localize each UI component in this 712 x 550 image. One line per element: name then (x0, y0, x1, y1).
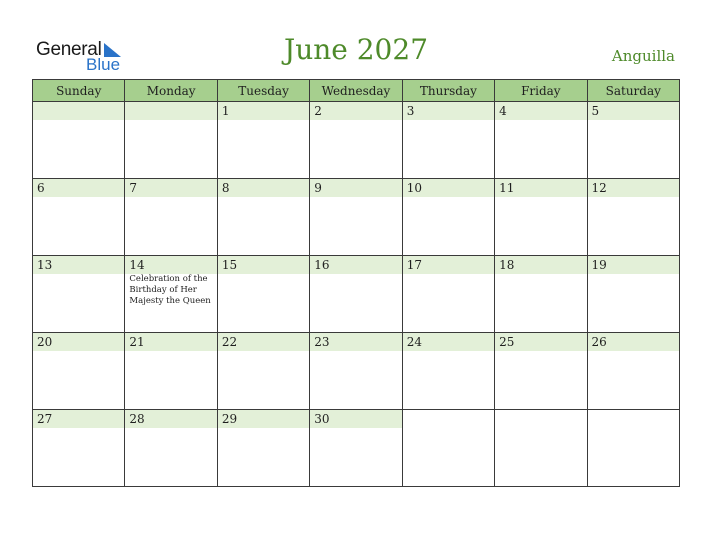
day-number: 7 (125, 179, 216, 197)
day-number: 13 (33, 256, 124, 274)
day-cell (495, 256, 587, 333)
day-cell (310, 333, 402, 410)
day-cell (587, 333, 679, 410)
calendar-title: June 2027 (283, 33, 429, 66)
weekday-header: Thursday (402, 80, 494, 102)
day-cell (125, 256, 217, 333)
day-cell (125, 179, 217, 256)
day-cell (310, 179, 402, 256)
week-row (33, 179, 680, 256)
day-cell (33, 333, 125, 410)
day-number: 2 (310, 102, 401, 120)
weekday-header: Monday (125, 80, 217, 102)
day-cell (33, 410, 125, 487)
day-cell (310, 410, 402, 487)
day-number: 3 (403, 102, 494, 120)
day-number: 10 (403, 179, 494, 197)
day-number: 11 (495, 179, 586, 197)
day-number: 12 (588, 179, 679, 197)
weekday-header: Wednesday (310, 80, 402, 102)
day-number: 20 (33, 333, 124, 351)
weekday-header-row (33, 80, 680, 102)
day-cell (402, 333, 494, 410)
day-number: 26 (588, 333, 679, 351)
day-number: 1 (218, 102, 309, 120)
day-number: 9 (310, 179, 401, 197)
day-cell (125, 333, 217, 410)
day-number: 8 (218, 179, 309, 197)
weekday-header: Saturday (587, 80, 679, 102)
weekday-header: Friday (495, 80, 587, 102)
holiday-label: Celebration of the Birthday of Her Majesty the Queen (129, 274, 211, 306)
week-row (33, 333, 680, 410)
day-cell (402, 179, 494, 256)
day-cell (217, 102, 309, 179)
day-number (495, 410, 586, 428)
month-calendar-grid (32, 79, 680, 487)
day-number: 17 (403, 256, 494, 274)
week-row (33, 102, 680, 179)
day-number: 23 (310, 333, 401, 351)
day-cell (125, 102, 217, 179)
day-number: 5 (588, 102, 679, 120)
logo-text-general: General (36, 39, 102, 60)
day-cell (587, 256, 679, 333)
day-number: 27 (33, 410, 124, 428)
day-cell (402, 410, 494, 487)
day-cell (310, 256, 402, 333)
day-number: 30 (310, 410, 401, 428)
day-cell (587, 410, 679, 487)
day-number (403, 410, 494, 428)
day-number: 15 (218, 256, 309, 274)
day-cell (495, 102, 587, 179)
day-cell (587, 102, 679, 179)
day-number: 25 (495, 333, 586, 351)
day-cell (33, 256, 125, 333)
week-row (33, 410, 680, 487)
day-number: 29 (218, 410, 309, 428)
day-cell (217, 179, 309, 256)
weekday-header: Sunday (33, 80, 125, 102)
day-cell (310, 102, 402, 179)
day-cell (217, 410, 309, 487)
day-cell (402, 256, 494, 333)
day-number: 6 (33, 179, 124, 197)
day-number: 16 (310, 256, 401, 274)
day-number: 19 (588, 256, 679, 274)
region-name: Anguilla (611, 47, 675, 65)
day-cell (495, 333, 587, 410)
day-number: 4 (495, 102, 586, 120)
day-cell (587, 179, 679, 256)
logo-text-blue: Blue (86, 55, 121, 74)
day-number: 22 (218, 333, 309, 351)
week-row (33, 256, 680, 333)
day-cell (125, 410, 217, 487)
day-cell (217, 333, 309, 410)
day-number (33, 102, 124, 120)
day-cell (33, 179, 125, 256)
day-number: 28 (125, 410, 216, 428)
day-number: 18 (495, 256, 586, 274)
day-number (588, 410, 679, 428)
day-cell (402, 102, 494, 179)
day-cell (217, 256, 309, 333)
day-number: 21 (125, 333, 216, 351)
day-number: 14 (125, 256, 216, 274)
day-number: 24 (403, 333, 494, 351)
day-cell (495, 179, 587, 256)
day-cell (495, 410, 587, 487)
day-cell (33, 102, 125, 179)
weekday-header: Tuesday (217, 80, 309, 102)
day-number (125, 102, 216, 120)
